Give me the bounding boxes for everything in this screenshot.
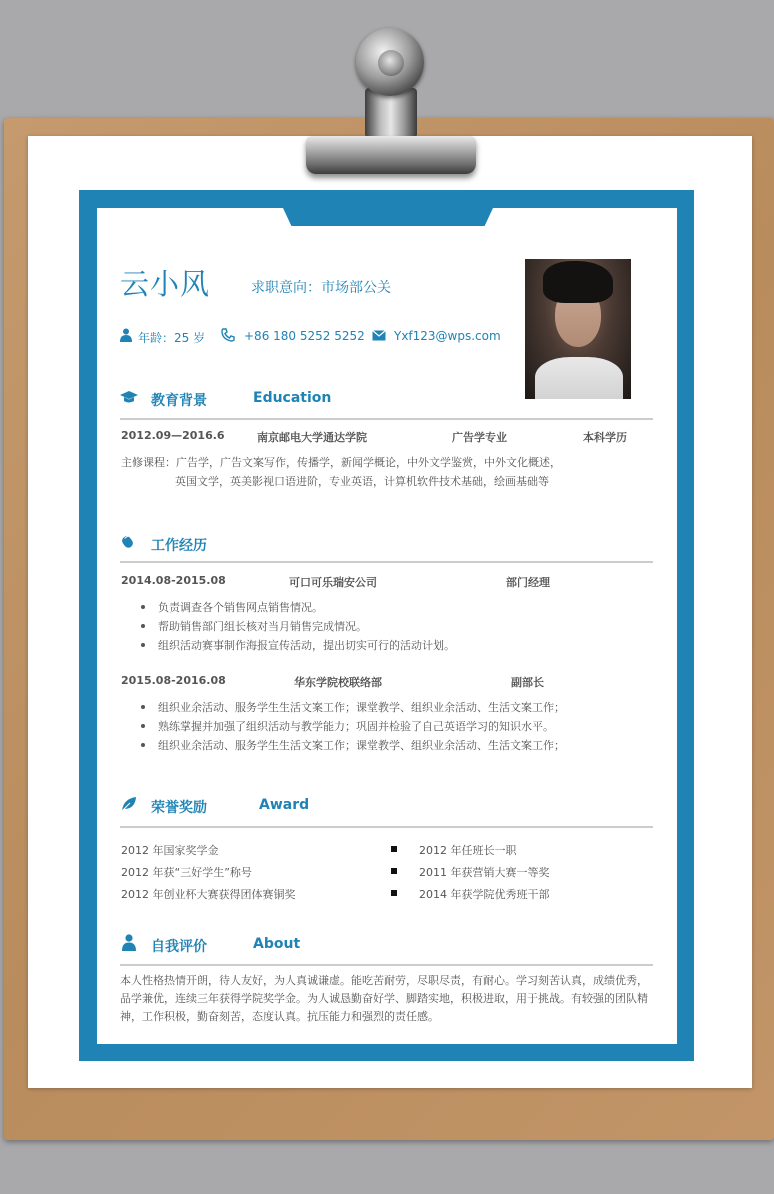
email-text: Yxf123@wps.com — [394, 329, 501, 343]
job2-item-2: 熟练掌握并加强了组织活动与教学能力；巩固并检验了自己英语学习的知识水平。 — [158, 720, 554, 733]
leaf-icon — [121, 796, 137, 812]
bullet-dot — [141, 643, 145, 647]
award-right-1: 2012 年任班长一职 — [419, 844, 517, 857]
awards-title: 荣誉奖励 — [151, 800, 207, 816]
bullet-dot — [141, 724, 145, 728]
graduation-cap-icon — [120, 391, 138, 405]
job1-item-2: 帮助销售部门组长核对当月销售完成情况。 — [158, 620, 367, 633]
job2-item-3: 组织业余活动、服务学生生活文案工作；课堂教学、组织业余活动、生活文案工作； — [158, 739, 565, 752]
bullet-dot — [141, 743, 145, 747]
job1-company: 可口可乐瑞安公司 — [289, 576, 377, 589]
job2-period: 2015.08-2016.08 — [121, 674, 226, 687]
about-title: 自我评价 — [151, 939, 207, 955]
job2-company: 华东学院校联络部 — [294, 676, 382, 689]
award-left-2: 2012 年获“三好学生”称号 — [121, 866, 252, 879]
work-divider — [120, 561, 653, 563]
bullet-dot — [141, 705, 145, 709]
education-school: 南京邮电大学通达学院 — [257, 431, 367, 444]
education-courses-line2: 英国文学，英美影视口语进阶，专业英语，计算机软件技术基础，绘画基础等 — [175, 475, 549, 488]
education-divider — [120, 418, 653, 420]
award-left-1: 2012 年国家奖学金 — [121, 844, 219, 857]
phone-text: +86 180 5252 5252 — [244, 329, 365, 343]
job1-item-1: 负责调查各个销售网点销售情况。 — [158, 601, 323, 614]
job1-item-3: 组织活动赛事制作海报宣传活动，提出切实可行的活动计划。 — [158, 639, 455, 652]
award-left-3: 2012 年创业杯大赛获得团体赛铜奖 — [121, 888, 296, 901]
about-text: 本人性格热情开朗，待人友好，为人真诚谦虚。能吃苦耐劳，尽职尽责，有耐心。学习刻苦认真，成绩优秀，品学兼优，连续三年获得学院奖学金。为人诚恳勤奋好学、脚踏实地，积极进取，用于挑战。有较强的团队精神，工作积极，勤奋刻苦，态度认真。抗压能力和强烈的责任感。 — [120, 974, 648, 1023]
bullet-dot — [141, 624, 145, 628]
bullet-dot — [141, 605, 145, 609]
square-bullet — [391, 890, 397, 896]
square-bullet — [391, 868, 397, 874]
person-icon — [120, 328, 132, 342]
candidate-name: 云小风 — [120, 267, 211, 301]
job1-role: 部门经理 — [506, 576, 550, 589]
awards-title-en: Award — [259, 797, 310, 813]
awards-divider — [120, 826, 653, 828]
award-right-2: 2011 年获营销大赛一等奖 — [419, 866, 550, 879]
clip-hole — [378, 50, 404, 76]
phone-icon — [221, 328, 235, 342]
education-courses-line1: 主修课程：广告学，广告文案写作，传播学，新闻学概论，中外文学鉴赏，中外文化概述， — [121, 456, 561, 469]
education-major: 广告学专业 — [452, 431, 507, 444]
about-divider — [120, 964, 653, 966]
mouse-icon — [121, 534, 137, 550]
job2-item-1: 组织业余活动、服务学生生活文案工作；课堂教学、组织业余活动、生活文案工作； — [158, 701, 565, 714]
education-title: 教育背景 — [151, 393, 207, 409]
job2-role: 副部长 — [511, 676, 544, 689]
profile-photo — [525, 259, 631, 399]
clip-base — [306, 136, 476, 174]
age-text: 年龄：25 岁 — [138, 331, 206, 345]
work-title: 工作经历 — [151, 538, 207, 554]
education-period: 2012.09—2016.6 — [121, 429, 225, 442]
square-bullet — [391, 846, 397, 852]
education-degree: 本科学历 — [583, 431, 627, 444]
job-intent: 求职意向：市场部公关 — [251, 280, 391, 296]
job1-period: 2014.08-2015.08 — [121, 574, 226, 587]
person-icon — [122, 934, 136, 951]
about-title-en: About — [253, 936, 301, 952]
award-right-3: 2014 年获学院优秀班干部 — [419, 888, 550, 901]
resume-top-tab — [283, 208, 493, 226]
mail-icon — [372, 330, 386, 341]
education-title-en: Education — [253, 390, 332, 406]
